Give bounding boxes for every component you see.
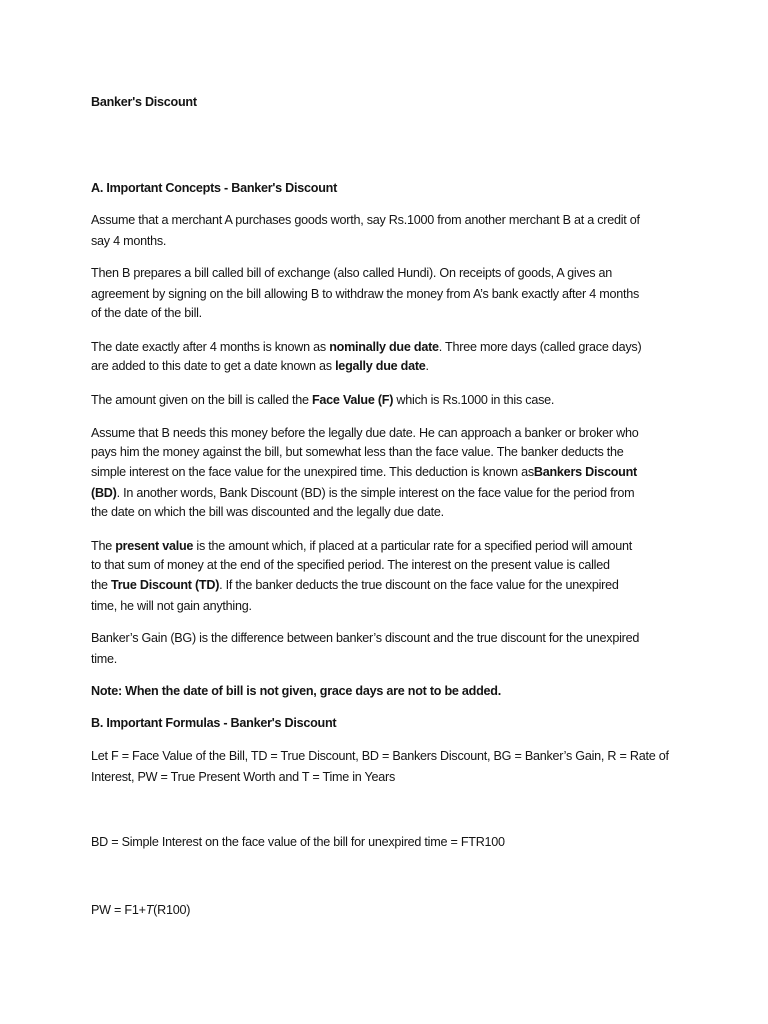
paragraph-line: time.	[91, 652, 118, 666]
term-present-value: present value	[115, 539, 194, 553]
paragraph-line	[91, 462, 637, 482]
formula-bd: BD = Simple Interest on the face value of the bill for unexpired time = FTR100	[91, 835, 505, 849]
paragraph-line	[91, 337, 641, 357]
paragraph-line: Interest, PW = True Present Worth and T = Time in Years	[91, 770, 396, 784]
paragraph-line: say 4 months.	[91, 234, 167, 248]
term-nominally-due-date: nominally due date	[329, 340, 439, 354]
paragraph-line: to that sum of money at the end of the specified period. The interest on the present value is called	[91, 558, 610, 572]
paragraph-line	[91, 483, 634, 503]
term-face-value: Face Value (F)	[311, 393, 394, 407]
term-bd: (BD)	[91, 486, 117, 500]
paragraph-line: Then B prepares a bill called bill of exchange (also called Hundi). On receipts of goods, A gives an	[91, 266, 613, 280]
paragraph-line	[91, 575, 619, 595]
note-line: Note: When the date of bill is not given, grace days are not to be added.	[91, 684, 501, 698]
paragraph-line: time, he will not gain anything.	[91, 599, 252, 613]
paragraph-line: of the date of the bill.	[91, 306, 202, 320]
paragraph-line: Banker’s Gain (BG) is the difference between banker’s discount and the true discount for the unexpired	[91, 631, 640, 645]
text-run: are added to this date to get a date known as	[91, 359, 336, 373]
paragraph-line: Let F = Face Value of the Bill, TD = True Discount, BD = Bankers Discount, BG = Banker’s Gain, R = Rate of	[91, 749, 669, 763]
term-bankers-discount: Bankers Discount	[533, 465, 637, 479]
paragraph-line	[91, 536, 632, 556]
text-run: simple interest on the face value for the unexpired time. This deduction is known as	[91, 465, 534, 479]
paragraph-line: Assume that B needs this money before the legally due date. He can approach a banker or broker who	[91, 426, 639, 440]
text-run: The amount given on the bill is called the	[91, 393, 312, 407]
section-a-heading: A. Important Concepts - Banker's Discount	[91, 181, 338, 195]
formula-pw	[91, 900, 190, 920]
text-run: .	[425, 359, 429, 373]
paragraph-line: pays him the money against the bill, but somewhat less than the face value. The banker deducts the	[91, 445, 624, 459]
text-run: The date exactly after 4 months is known as	[91, 340, 330, 354]
paragraph-line: the date on which the bill was discounted and the legally due date.	[91, 505, 444, 519]
paragraph-line	[91, 390, 554, 410]
paragraph-line	[91, 356, 429, 376]
text-run: which is Rs.1000 in this case.	[393, 393, 555, 407]
section-b-heading: B. Important Formulas - Banker's Discount	[91, 716, 337, 730]
term-legally-due-date: legally due date	[335, 359, 426, 373]
text-run: The	[91, 539, 116, 553]
text-run: . In another words, Bank Discount (BD) is the simple interest on the face value for the period from	[116, 486, 635, 500]
text-run: PW = F1+	[91, 903, 146, 917]
text-run: the	[91, 578, 112, 592]
document-title: Banker's Discount	[91, 95, 197, 109]
text-run: (R100)	[153, 903, 191, 917]
text-run: . If the banker deducts the true discount on the face value for the unexpired	[219, 578, 619, 592]
text-run: is the amount which, if placed at a particular rate for a specified period will amount	[193, 539, 633, 553]
paragraph-line: Assume that a merchant A purchases goods worth, say Rs.1000 from another merchant B at a credit of	[91, 213, 640, 227]
term-true-discount: True Discount (TD)	[111, 578, 220, 592]
paragraph-line: agreement by signing on the bill allowing B to withdraw the money from A’s bank exactly after 4 months	[91, 287, 640, 301]
formula-variable: T	[145, 903, 154, 917]
text-run: . Three more days (called grace days)	[438, 340, 642, 354]
